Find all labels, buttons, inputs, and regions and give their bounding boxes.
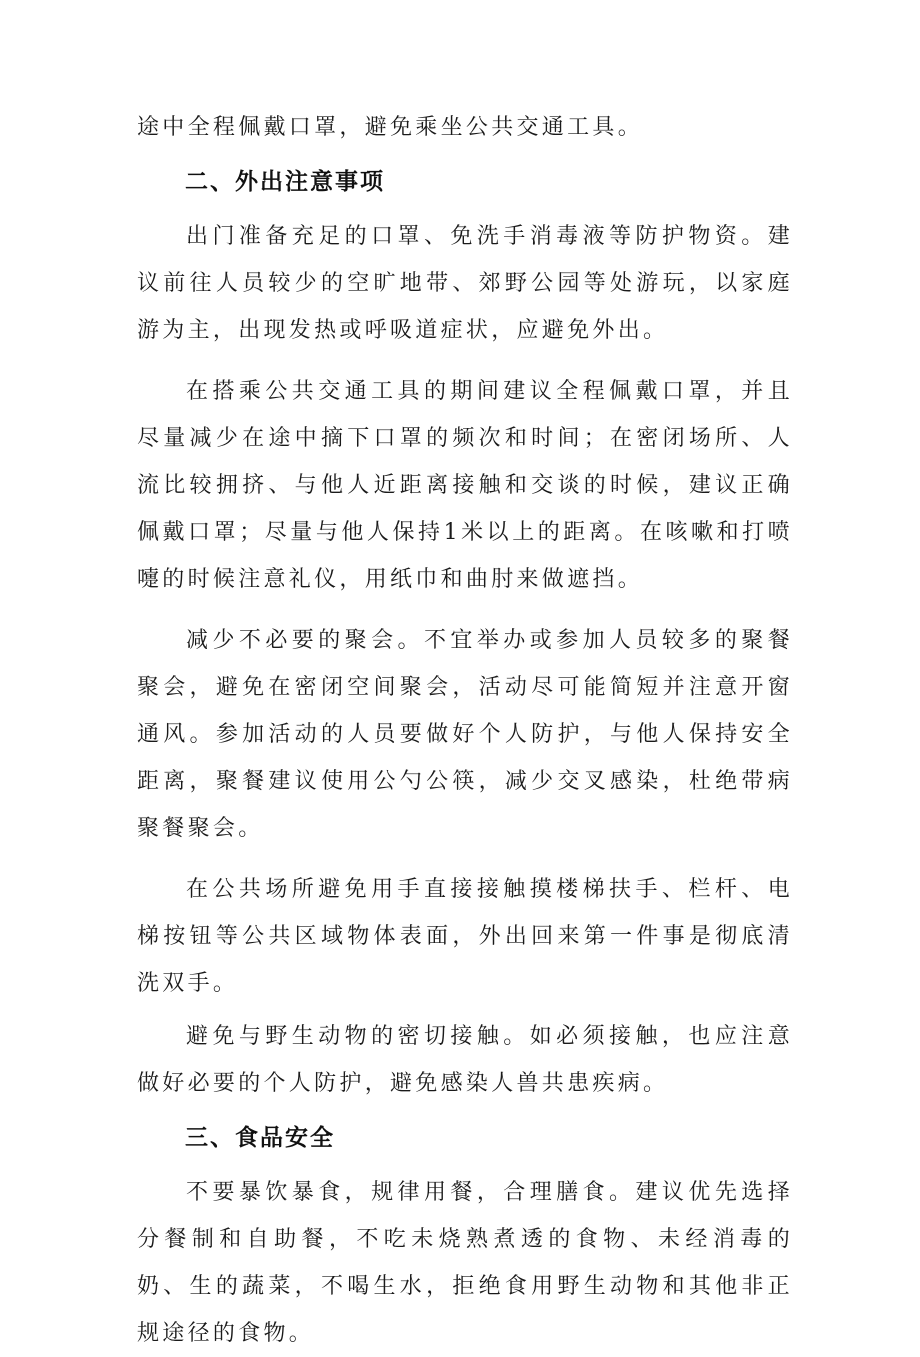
spacer: [137, 603, 793, 617]
paragraph-public-transport: 在搭乘公共交通工具的期间建议全程佩戴口罩，并且尽量减少在途中摘下口罩的频次和时间；在密闭场所、人流比较拥挤、与他人近距离接触和交谈的时候，建议正确佩戴口罩；尽量与他人保持1米以上的距离。在咳嗽和打喷嚏的时候注意礼仪，用纸巾和曲肘来做遮挡。: [137, 379, 793, 592]
paragraph-public-surfaces: 在公共场所避免用手直接接触摸楼梯扶手、栏杆、电梯按钮等公共区域物体表面，外出回来第一件事是彻底清洗双手。: [137, 877, 793, 996]
section-heading-food-safety: 三、食品安全: [185, 1125, 335, 1151]
spacer: [137, 354, 793, 368]
paragraph-food-safety: 不要暴饮暴食，规律用餐，合理膳食。建议优先选择分餐制和自助餐，不吃未烧熟煮透的食物、未经消毒的奶、生的蔬菜，不喝生水，拒绝食用野生动物和其他非正规途径的食物。: [137, 1180, 793, 1346]
paragraph-wild-animals: 避免与野生动物的密切接触。如必须接触，也应注意做好必要的个人防护，避免感染人兽共患疾病。: [137, 1024, 793, 1096]
paragraph-gatherings: 减少不必要的聚会。不宜举办或参加人员较多的聚餐聚会，避免在密闭空间聚会，活动尽可能简短并注意开窗通风。参加活动的人员要做好个人防护，与他人保持安全距离，聚餐建议使用公勺公筷，减少交叉感染，杜绝带病聚餐聚会。: [137, 628, 793, 841]
spacer: [137, 852, 793, 866]
paragraph-outing-supplies: 出门准备充足的口罩、免洗手消毒液等防护物资。建议前往人员较少的空旷地带、郊野公园等处游玩，以家庭游为主，出现发热或呼吸道症状，应避免外出。: [137, 224, 793, 343]
document-body: [137, 104, 793, 1357]
paragraph-continued: 途中全程佩戴口罩，避免乘坐公共交通工具。: [137, 115, 644, 140]
section-heading-outing: 二、外出注意事项: [185, 169, 385, 195]
